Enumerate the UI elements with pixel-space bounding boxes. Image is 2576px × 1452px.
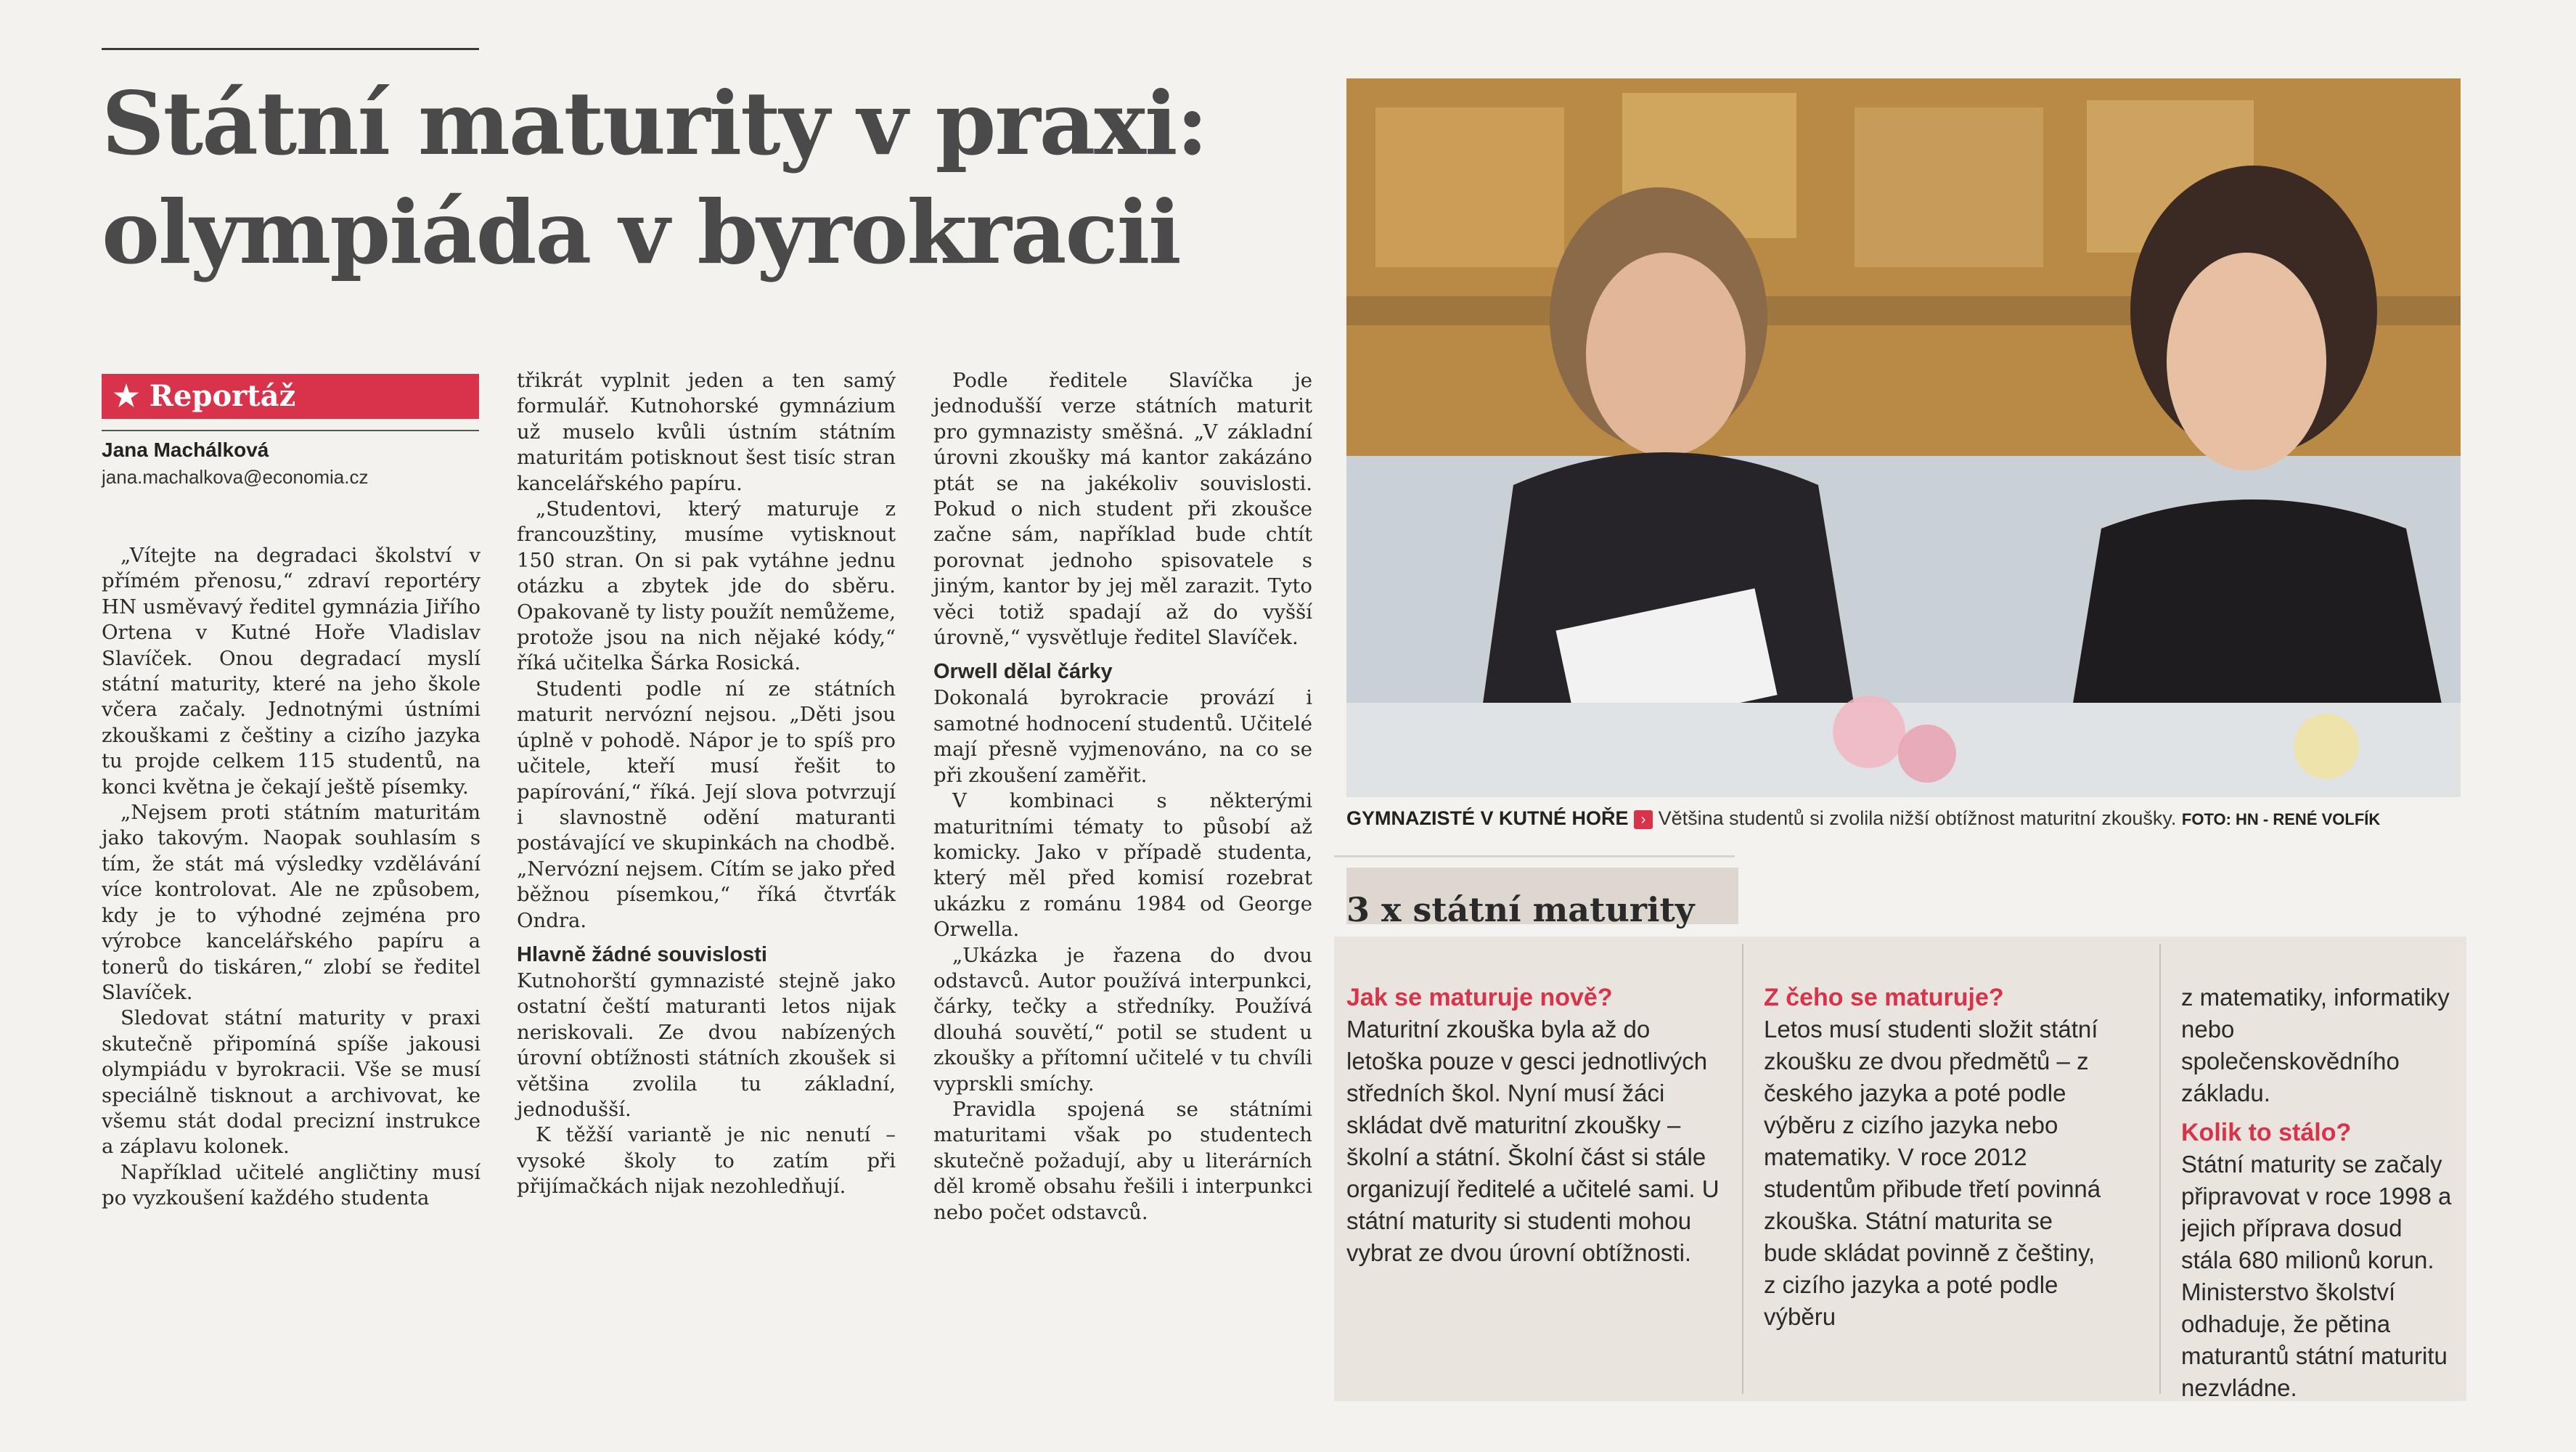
sidebar-answer: z matematiky, informatiky nebo společenskovědního základu. bbox=[2181, 984, 2450, 1106]
sidebar-divider bbox=[1742, 944, 1743, 1394]
headline-line-2: olympiáda v byrokracii bbox=[102, 182, 1180, 284]
sidebar-question: Jak se maturuje nově? bbox=[1346, 984, 1613, 1011]
byline-name: Jana Machálková bbox=[102, 439, 269, 461]
headline bbox=[102, 70, 1321, 287]
paragraph: Dokonalá byrokracie provází i samotné hodnocení studentů. Učitelé mají přesně vyjmenováno, na co se při zkoušení zaměřit. bbox=[933, 686, 1312, 787]
sidebar-answer: Státní maturity se začaly připravovat v roce 1998 a jejich příprava dosud stála 680 milionů korun. Ministerstvo školství odhaduje, že pětina maturantů státní maturitu nezvládne. bbox=[2181, 1151, 2452, 1401]
sidebar-divider bbox=[2159, 944, 2161, 1394]
article-column-1 bbox=[102, 543, 481, 1212]
sidebar-question: Z čeho se maturuje? bbox=[1764, 984, 2004, 1011]
paragraph: Studenti podle ní ze státních maturit nervózní nejsou. „Děti jsou úplně v pohodě. Nápor je to spíš pro učitele, kteří musí řešit to papírování,“ říká. Její slova potvrzují i slavnostně odění maturanti postávající ve skupinkách na chodbě. „Nervózní nejsem. Cítím se jako před běžnou písemkou,“ říká čtvrťák Ondra. bbox=[517, 677, 896, 932]
paragraph: „Studentovi, který maturuje z francouzštiny, musíme vytisknout 150 stran. On si pak vytáhne jednu otázku a zbytek jde do sběru. Opakovaně ty listy použít nemůžeme, protože jsou na nich nějaké kódy,“ říká učitelka Šárka Rosická. bbox=[517, 497, 896, 675]
sidebar-answer: Maturitní zkouška byla až do letoška pouze v gesci jednotlivých středních škol. Nyní musí žáci skládat dvě maturitní zkoušky – školní a státní. Školní část si stále organizují ředitelé a učitelé sami. U státní maturity si studenti mohou vybrat ze dvou úrovní obtížnosti. bbox=[1346, 1016, 1720, 1266]
sidebar-question: Kolik to stálo? bbox=[2181, 1119, 2352, 1146]
paragraph: Pravidla spojená se státními maturitami však po studentech skutečně požadují, aby u literárních děl kromě obsahu řešili i interpunkci nebo počet odstavců. bbox=[933, 1097, 1312, 1224]
article-column-2 bbox=[517, 368, 896, 1200]
caption-credit: FOTO: HN - RENÉ VOLFÍK bbox=[2181, 810, 2381, 828]
paragraph: V kombinaci s některými maturitními tématy to působí až komicky. Jako v případě studenta, který měl před komisí rozebrat ukázku z románu 1984 od George Orwella. bbox=[933, 789, 1312, 942]
sidebar-column-1 bbox=[1346, 982, 1724, 1276]
paragraph: Kutnohorští gymnazisté stejně jako ostatní čeští maturanti letos nijak neriskovali. Ze dvou nabízených úrovní obtížnosti státních zkoušek si většina zvolila tu základní, jednodušší. bbox=[517, 968, 896, 1121]
caption-arrow-icon: › bbox=[1634, 810, 1653, 829]
article-photo bbox=[1346, 78, 2461, 797]
paragraph: „Ukázka je řazena do dvou odstavců. Autor používá interpunkci, čárky, tečky a středníky. Používá dlouhá souvětí,“ potil se student u zkoušky a přítomní učitelé v tu chvíli vyprskli smíchy. bbox=[933, 943, 1312, 1096]
paragraph: Podle ředitele Slavíčka je jednodušší verze státních maturit pro gymnazisty směšná. „V základní úrovni zkoušky má kantor zakázáno ptát se na jakékoliv souvislosti. Pokud o nich student při zkoušce začne sám, například bude chtít porovnat jednoho spisovatele s jiným, kantor by jej měl zarazit. Tyto věci totiž spadají až do vyšší úrovně,“ vysvětluje ředitel Slavíček. bbox=[933, 369, 1312, 650]
paragraph: „Vítejte na degradaci školství v přímém přenosu,“ zdraví reportéry HN usměvavý ředitel gymnázia Jiřího Ortena v Kutné Hoře Vladislav Slavíček. Onou degradací myslí státní maturity, které na jeho škole včera začaly. Jednotnými ústními zkouškami z češtiny a cizího jazyka tu projde celkem 115 studentů, na konci května je čekají ještě písemky. bbox=[102, 544, 481, 799]
subheading: Orwell dělal čárky bbox=[933, 660, 1113, 684]
subheading: Hlavně žádné souvislosti bbox=[517, 942, 767, 966]
paragraph: „Nejsem proti státním maturitám jako takovým. Naopak souhlasím s tím, že stát má výsledky vzdělávání více kontrolovat. Ale ne způsobem, kdy je to výhodné zejména pro výrobce kancelářského papíru a tonerů do tiskáren,“ zlobí se ředitel Slavíček. bbox=[102, 801, 481, 1004]
byline-rule bbox=[102, 430, 479, 431]
article-column-3 bbox=[933, 368, 1312, 1225]
byline-email[interactable]: jana.machalkova@economia.cz bbox=[102, 466, 369, 488]
photo-illustration bbox=[1346, 78, 2461, 797]
sidebar-column-2 bbox=[1764, 982, 2112, 1340]
paragraph: K těžší variantě je nic nenutí – vysoké školy to zatím při přijímačkách nijak nezohledňují. bbox=[517, 1123, 896, 1199]
sidebar-answer: Letos musí studenti složit státní zkoušku ze dvou předmětů – z českého jazyka a poté podle výběru z cizího jazyka nebo matematiky. V roce 2012 studentům přibude třetí povinná zkouška. Státní maturita se bude skládat povinně z češtiny, z cizího jazyka a poté podle výběru bbox=[1764, 1016, 2101, 1330]
top-rule bbox=[102, 48, 479, 50]
section-label: ★ Reportáž bbox=[102, 374, 479, 419]
paragraph: Například učitelé angličtiny musí po vyzkoušení každého studenta bbox=[102, 1160, 481, 1210]
paragraph: třikrát vyplnit jeden a ten samý formulář. Kutnohorské gymnázium už muselo kvůli ústním státním maturitám potisknout šest tisíc stran kancelářského papíru. bbox=[517, 369, 896, 495]
paragraph: Sledovat státní maturity v praxi skutečně připomíná spíše jakousi olympiádu v byrokracii. Vše se musí speciálně tisknout a archivovat, ke všemu stát dodal precizní instrukce a záplavu kolonek. bbox=[102, 1006, 481, 1159]
sidebar-column-3 bbox=[2181, 982, 2457, 1411]
headline-line-1: Státní maturity v praxi: bbox=[102, 73, 1207, 175]
caption-head: GYMNAZISTÉ V KUTNÉ HOŘE bbox=[1346, 807, 1629, 829]
caption-text: Většina studentů si zvolila nižší obtížnost maturitní zkoušky. bbox=[1658, 807, 2177, 829]
sidebar-top-rule bbox=[1334, 855, 1735, 857]
photo-caption bbox=[1346, 807, 2464, 830]
sidebar-title: 3 x státní maturity bbox=[1346, 890, 1695, 929]
